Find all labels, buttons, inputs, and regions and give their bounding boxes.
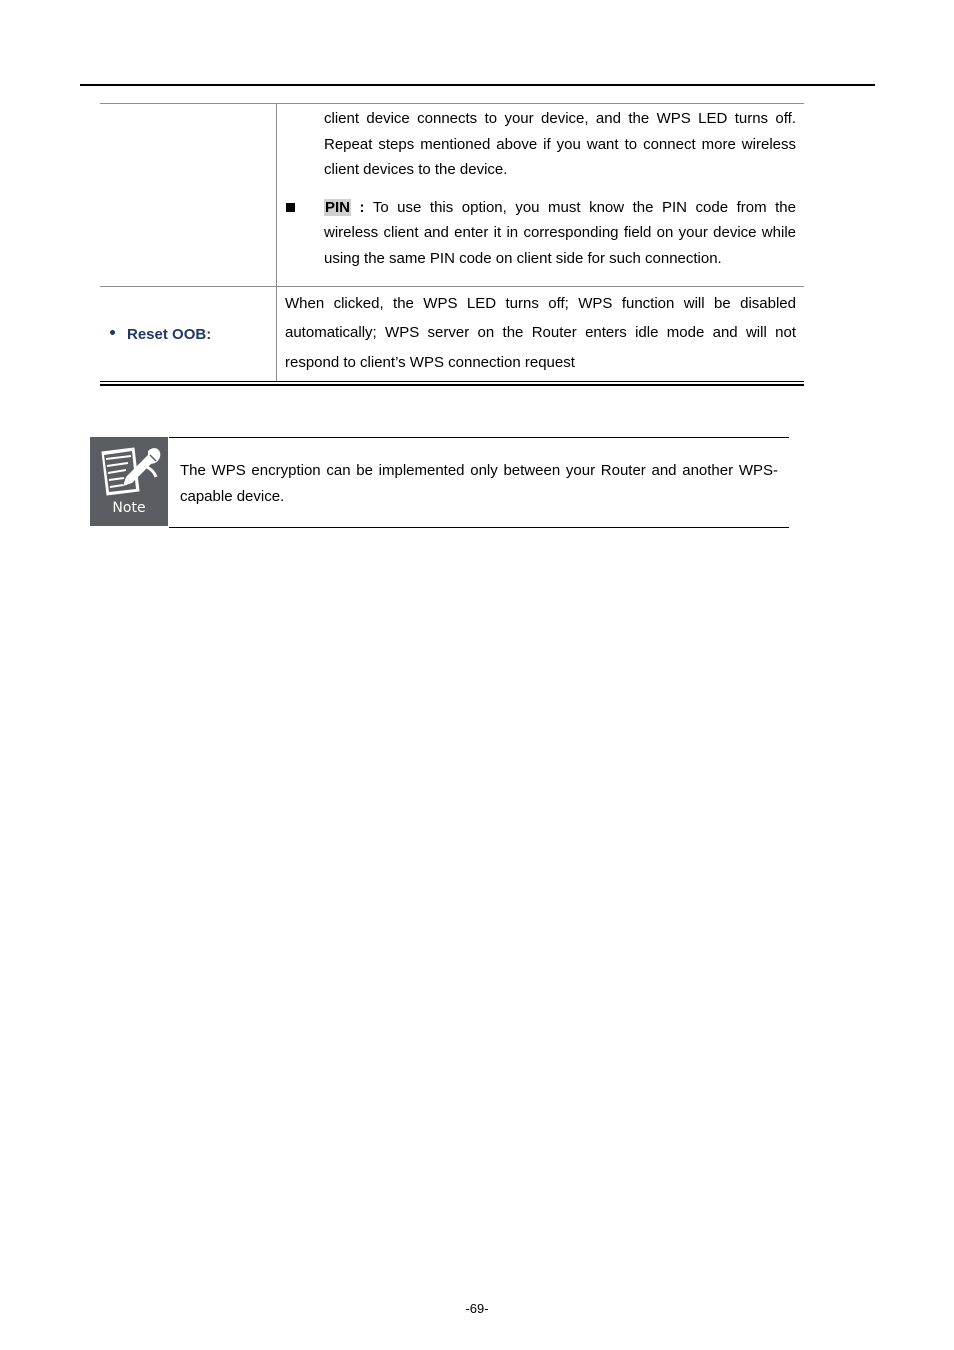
note-icon-label: Note (112, 500, 146, 516)
square-bullet-icon (285, 195, 324, 272)
wps-settings-table (100, 103, 804, 386)
note-top-rule (169, 437, 789, 438)
table-bottom-rule (100, 381, 804, 386)
reset-oob-description: When clicked, the WPS LED turns off; WPS function will be disabled automatically; WPS server on the Router enters idle mode and will not respond to client’s WPS connection request (285, 294, 796, 371)
reset-oob-label: Reset OOB: (127, 325, 212, 343)
continuation-text: client device connects to your device, and the WPS LED turns off. Repeat steps mentioned above if you want to connect more wireless client devices to the device. (324, 110, 796, 178)
pin-description: To use this option, you must know the PIN code from the wireless client and enter it in corresponding field on your device while using the same PIN code on client side for such connection. (324, 198, 796, 268)
header-rule (80, 84, 875, 86)
bullet-dot-icon (110, 330, 115, 335)
note-pencil-icon (90, 437, 168, 526)
pin-term: PIN (325, 198, 351, 216)
pin-colon: : (359, 198, 365, 216)
table-cell-empty-label (100, 104, 277, 286)
pin-bullet-item (285, 195, 796, 272)
page-number: -69- (465, 1301, 489, 1316)
note-bottom-rule (169, 527, 789, 528)
table-row-reset-oob (100, 286, 804, 382)
table-cell-label (100, 287, 277, 382)
note-text: The WPS encryption can be implemented only between your Router and another WPS-capable device. (180, 462, 778, 505)
table-row-pin (100, 103, 804, 286)
table-cell-description (277, 104, 804, 286)
note-box (90, 437, 789, 528)
